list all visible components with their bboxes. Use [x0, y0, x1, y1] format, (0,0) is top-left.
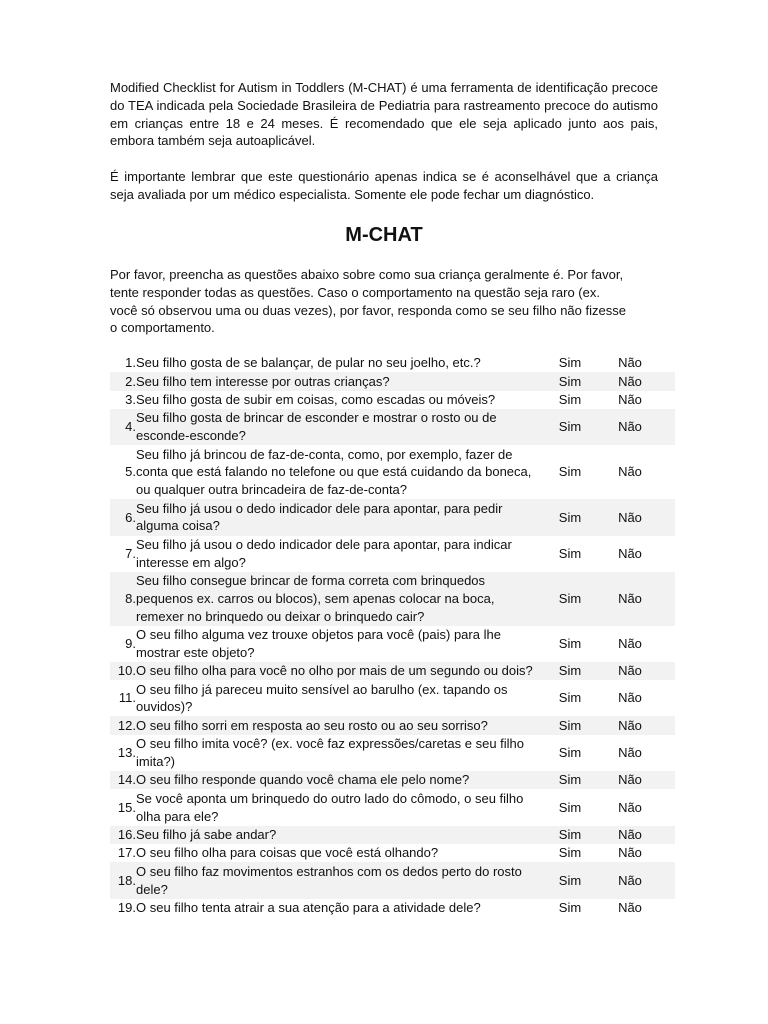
- page-title: M-CHAT: [345, 224, 423, 246]
- question-text: O seu filho faz movimentos estranhos com os dedos perto do rosto dele?: [136, 863, 522, 897]
- question-text: O seu filho alguma vez trouxe objetos para você (pais) para lhe mostrar este objeto?: [136, 627, 501, 660]
- answer-yes[interactable]: Sim: [558, 899, 582, 915]
- question-number: 6.: [125, 509, 136, 525]
- answer-yes[interactable]: Sim: [558, 355, 582, 371]
- answer-yes[interactable]: Sim: [558, 663, 582, 679]
- answer-yes[interactable]: Sim: [558, 464, 582, 480]
- question-row: [110, 536, 675, 572]
- question-text: O seu filho tenta atrair a sua atenção para a atividade dele?: [136, 899, 481, 915]
- question-row: [110, 499, 675, 535]
- answer-yes[interactable]: Sim: [558, 373, 582, 389]
- question-row: [110, 844, 675, 862]
- answer-no[interactable]: Não: [618, 717, 642, 733]
- answer-no[interactable]: Não: [618, 464, 642, 480]
- question-text: Seu filho já usou o dedo indicador dele para apontar, para indicar interesse em algo?: [136, 536, 512, 570]
- question-number: 4.: [125, 419, 136, 435]
- question-text: Seu filho gosta de brincar de esconder e mostrar o rosto ou de esconde-esconde?: [136, 410, 497, 444]
- question-text: Seu filho gosta de se balançar, de pular no seu joelho, etc.?: [136, 355, 481, 371]
- answer-no[interactable]: Não: [618, 663, 642, 679]
- answer-yes[interactable]: Sim: [558, 845, 582, 861]
- question-number: 13.: [117, 745, 136, 761]
- answer-yes[interactable]: Sim: [558, 799, 582, 815]
- answer-yes[interactable]: Sim: [558, 717, 582, 733]
- question-number: 3.: [125, 392, 136, 408]
- question-row: [110, 626, 675, 662]
- question-row: [110, 771, 675, 789]
- answer-no[interactable]: Não: [618, 799, 642, 815]
- question-number: 17.: [117, 845, 136, 861]
- answer-yes[interactable]: Sim: [558, 392, 582, 408]
- answer-no[interactable]: Não: [618, 845, 642, 861]
- question-text: Seu filho já usou o dedo indicador dele para apontar, para pedir alguma coisa?: [136, 500, 503, 534]
- question-text: O seu filho imita você? (ex. você faz expressões/caretas e seu filho imita?): [136, 736, 525, 769]
- answer-no[interactable]: Não: [618, 872, 642, 888]
- answer-no[interactable]: Não: [618, 373, 642, 389]
- question-row: [110, 862, 675, 898]
- answer-yes[interactable]: Sim: [558, 590, 582, 606]
- question-text: Seu filho já brincou de faz-de-conta, como, por exemplo, fazer de conta que está falando no telefone ou que está cuidando da boneca, ou qualquer outra brincadeira de faz-de-conta?: [136, 446, 532, 498]
- answer-no[interactable]: Não: [618, 590, 642, 606]
- question-row: [110, 409, 675, 445]
- question-row: [110, 716, 675, 734]
- answer-yes[interactable]: Sim: [558, 635, 582, 651]
- question-text: O seu filho olha para você no olho por mais de um segundo ou dois?: [136, 663, 533, 679]
- answer-no[interactable]: Não: [618, 509, 642, 525]
- answer-no[interactable]: Não: [618, 419, 642, 435]
- answer-yes[interactable]: Sim: [558, 419, 582, 435]
- instructions-paragraph: Por favor, preencha as questões abaixo sobre como sua criança geralmente é. Por favor, tente responder todas as questões. Caso o comportamento na questão seja raro (ex. você só observou uma ou duas vezes), por favor, responda como se seu filho não fizesse o comportamento.: [110, 267, 626, 336]
- question-row: [110, 680, 675, 716]
- answer-yes[interactable]: Sim: [558, 826, 582, 842]
- answer-no[interactable]: Não: [618, 545, 642, 561]
- question-number: 15.: [117, 799, 136, 815]
- answer-no[interactable]: Não: [618, 690, 642, 706]
- question-row: [110, 899, 675, 917]
- question-row: [110, 354, 675, 372]
- question-number: 18.: [117, 872, 136, 888]
- answer-yes[interactable]: Sim: [558, 745, 582, 761]
- question-number: 9.: [125, 635, 136, 651]
- intro-paragraph-1: Modified Checklist for Autism in Toddlers (M-CHAT) é uma ferramenta de identificação precoce do TEA indicada pela Sociedade Brasileira de Pediatria para rastreamento precoce do autismo em crianças entre 18 e 24 meses. É recomendado que ele seja aplicado junto aos pais, embora também seja autoaplicável.: [110, 80, 658, 149]
- question-number: 8.: [125, 590, 136, 606]
- question-number: 7.: [125, 545, 136, 561]
- intro-section: [110, 79, 658, 204]
- answer-no[interactable]: Não: [618, 635, 642, 651]
- intro-paragraph-2: É importante lembrar que este questionário apenas indica se é aconselhável que a criança seja avaliada por um médico especialista. Somente ele pode fechar um diagnóstico.: [110, 169, 658, 202]
- answer-no[interactable]: Não: [618, 772, 642, 788]
- answer-no[interactable]: Não: [618, 899, 642, 915]
- question-row: [110, 445, 675, 499]
- question-number: 19.: [117, 899, 136, 915]
- question-text: Seu filho gosta de subir em coisas, como escadas ou móveis?: [136, 392, 496, 408]
- question-text: Seu filho já sabe andar?: [136, 826, 277, 842]
- question-number: 5.: [125, 464, 136, 480]
- question-row: [110, 572, 675, 626]
- answer-yes[interactable]: Sim: [558, 545, 582, 561]
- answer-no[interactable]: Não: [618, 745, 642, 761]
- question-number: 16.: [117, 826, 136, 842]
- answer-yes[interactable]: Sim: [558, 872, 582, 888]
- question-text: O seu filho responde quando você chama ele pelo nome?: [136, 772, 470, 788]
- question-text: O seu filho sorri em resposta ao seu rosto ou ao seu sorriso?: [136, 717, 488, 733]
- answer-yes[interactable]: Sim: [558, 690, 582, 706]
- question-row: [110, 735, 675, 771]
- question-text: Seu filho consegue brincar de forma correta com brinquedos pequenos ex. carros ou blocos), sem apenas colocar na boca, remexer no brinquedo ou deixar o brinquedo cair?: [136, 573, 495, 624]
- question-row: [110, 372, 675, 390]
- question-row: [110, 826, 675, 844]
- questionnaire-list: [110, 354, 675, 917]
- answer-no[interactable]: Não: [618, 355, 642, 371]
- question-text: Seu filho tem interesse por outras crianças?: [136, 373, 390, 389]
- question-number: 12.: [117, 717, 136, 733]
- question-row: [110, 789, 675, 825]
- answer-no[interactable]: Não: [618, 392, 642, 408]
- question-text: Se você aponta um brinquedo do outro lado do cômodo, o seu filho olha para ele?: [136, 790, 524, 824]
- question-number: 11.: [118, 690, 136, 706]
- question-text: O seu filho já pareceu muito sensível ao barulho (ex. tapando os ouvidos)?: [136, 681, 508, 715]
- question-text: O seu filho olha para coisas que você está olhando?: [136, 845, 439, 861]
- answer-no[interactable]: Não: [618, 826, 642, 842]
- question-number: 1.: [125, 355, 136, 371]
- question-row: [110, 391, 675, 409]
- question-number: 10.: [117, 663, 136, 679]
- question-number: 2.: [125, 373, 136, 389]
- question-number: 14.: [117, 772, 136, 788]
- answer-yes[interactable]: Sim: [558, 772, 582, 788]
- answer-yes[interactable]: Sim: [558, 509, 582, 525]
- question-row: [110, 662, 675, 680]
